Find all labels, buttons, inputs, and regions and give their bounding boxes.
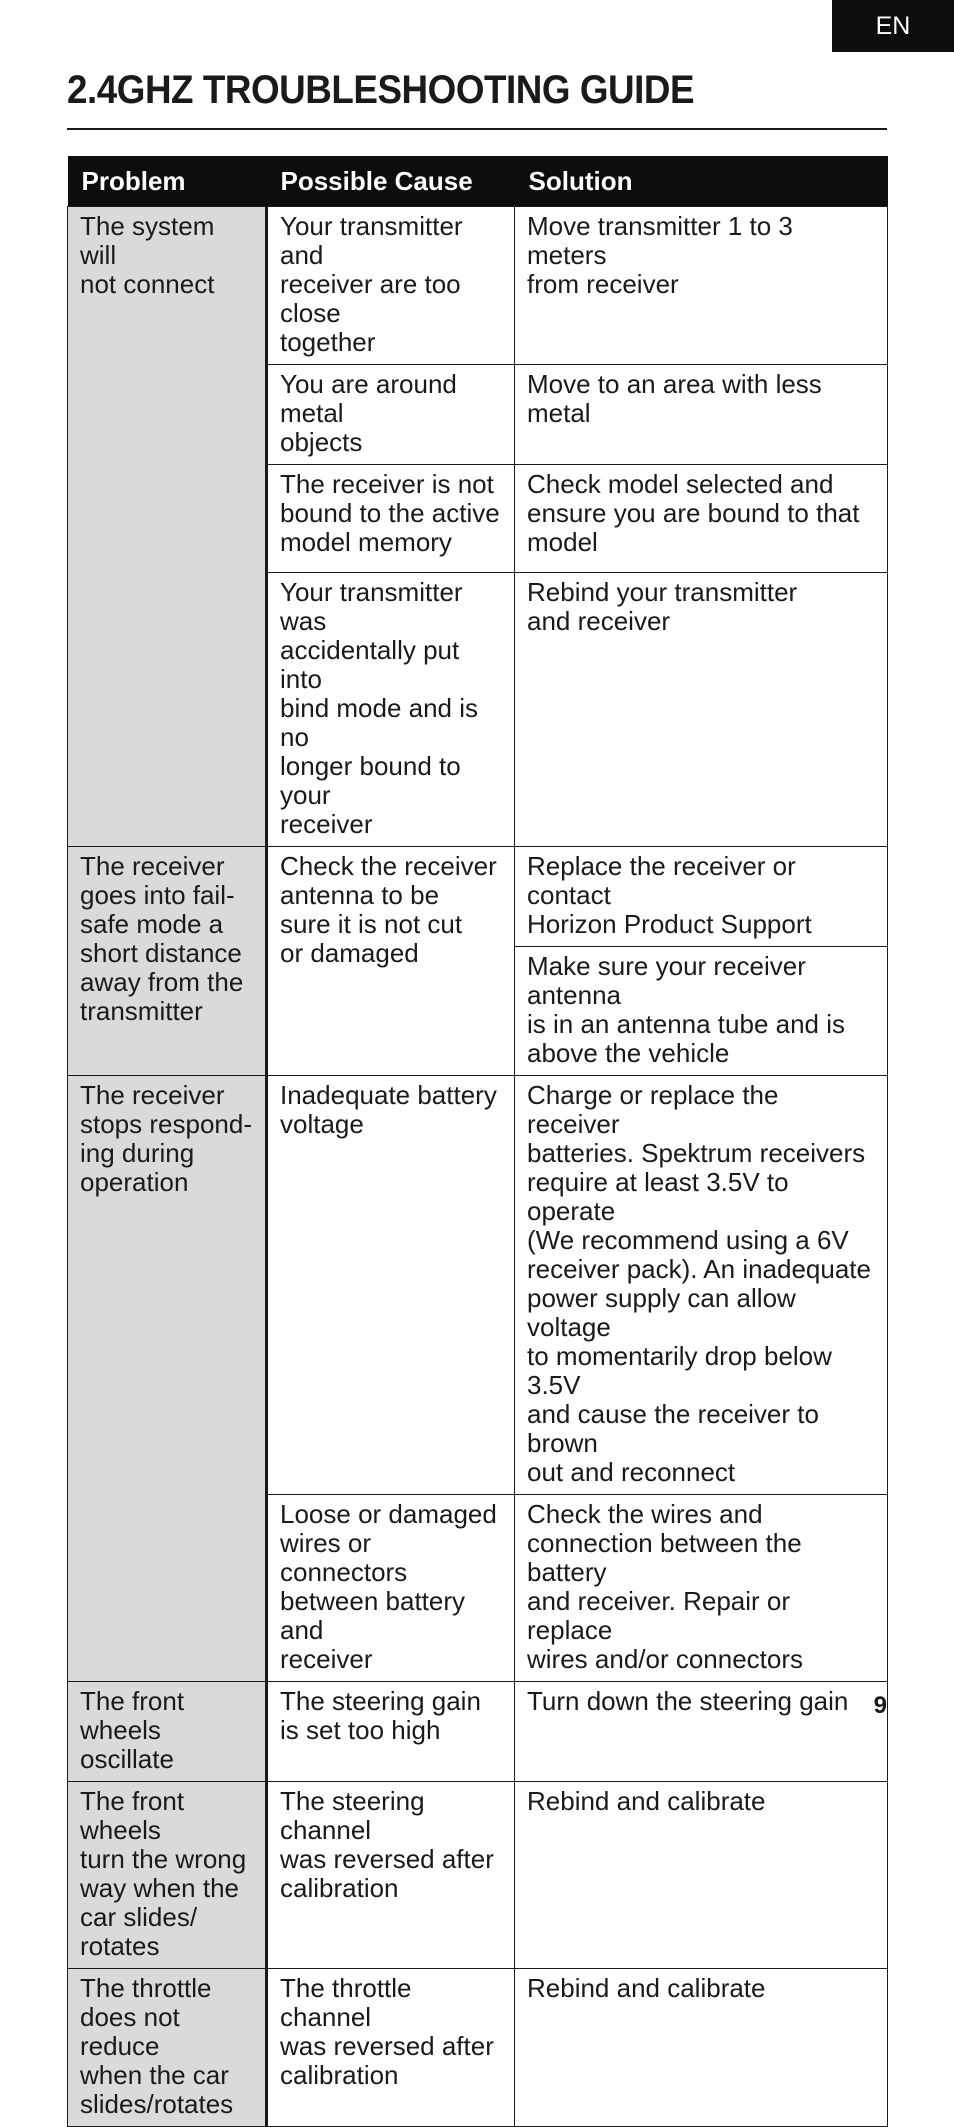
solution-text: Check the wires and connection between the battery and receiver. Repair or replace wires and/or connectors [527,1499,804,1674]
cause-cell [267,1969,515,2127]
cause-text: Inadequate battery voltage [280,1080,497,1139]
solution-cell [515,207,888,365]
solution-cell [515,947,888,1076]
problem-text: The front wheels turn the wrong way when the car slides/ rotates [80,1786,247,1961]
header-possible-cause: Possible Cause [267,156,515,207]
problem-cell [68,847,267,1076]
solution-cell [515,847,888,947]
cause-cell [267,465,515,573]
cause-text: Check the receiver antenna to be sure it is not cut or damaged [280,851,497,968]
cause-cell [267,365,515,465]
page-number: 9 [873,1692,887,1719]
solution-text: Rebind your transmitter and receiver [527,577,798,636]
header-problem: Problem [68,156,267,207]
table-row [68,1782,888,1969]
solution-text: Move transmitter 1 to 3 meters from receiver [527,211,793,299]
solution-cell [515,1076,888,1495]
problem-text: The receiver stops respond- ing during operation [80,1080,252,1197]
problem-cell [68,1782,267,1969]
solution-text: Rebind and calibrate [527,1786,766,1816]
solution-cell [515,465,888,573]
problem-text: The front wheels oscillate [80,1686,185,1774]
cause-text: The steering channel was reversed after calibration [280,1786,494,1903]
cause-text: The receiver is not bound to the active model memory [280,469,500,557]
cause-cell [267,1682,515,1782]
problem-cell [68,1076,267,1682]
cause-text: Your transmitter was accidentally put into bind mode and is no longer bound to your receiver [280,577,479,839]
table-row [68,207,888,365]
solution-cell [515,1969,888,2127]
table-row [68,1682,888,1782]
cause-text: The steering gain is set too high [280,1686,481,1745]
cause-cell [267,573,515,847]
solution-cell [515,1495,888,1682]
solution-cell [515,1782,888,1969]
solution-cell [515,365,888,465]
solution-text: Make sure your receiver antenna is in an antenna tube and is above the vehicle [527,951,846,1068]
solution-text: Turn down the steering gain [527,1686,849,1716]
table-row [68,847,888,947]
troubleshooting-table [67,156,888,2127]
problem-cell [68,1682,267,1782]
title-divider [67,128,887,130]
cause-text: Your transmitter and receiver are too close together [280,211,463,357]
table-header-row [68,156,888,207]
solution-cell [515,573,888,847]
problem-cell [68,1969,267,2127]
table-body [68,207,888,2127]
problem-cell [68,207,267,847]
cause-cell [267,1495,515,1682]
language-tab: EN [832,0,954,52]
page-title: 2.4GHZ TROUBLESHOOTING GUIDE [67,68,695,112]
solution-cell [515,1682,888,1782]
cause-cell [267,1782,515,1969]
solution-text: Check model selected and ensure you are bound to that model [527,469,860,557]
cause-cell [267,1076,515,1495]
problem-text: The system will not connect [80,211,215,299]
cause-text: Loose or damaged wires or connectors between battery and receiver [280,1499,497,1674]
solution-text: Rebind and calibrate [527,1973,766,2003]
cause-cell [267,207,515,365]
solution-text: Replace the receiver or contact Horizon Product Support [527,851,812,939]
table-row [68,1969,888,2127]
solution-text: Charge or replace the receiver batteries. Spektrum receivers require at least 3.5V to operate (We recommend using a 6V receiver pack). An inadequate power supply can allow voltage to momentarily drop below 3.5V and cause the receiver to brown out and reconnect [527,1080,871,1487]
cause-text: You are around metal objects [280,369,457,457]
table-row [68,1076,888,1495]
header-solution: Solution [515,156,888,207]
cause-text: The throttle channel was reversed after calibration [280,1973,494,2090]
solution-text: Move to an area with less metal [527,369,822,428]
problem-text: The throttle does not reduce when the car slides/rotates [80,1973,234,2119]
problem-text: The receiver goes into fail- safe mode a short distance away from the transmitter [80,851,244,1026]
cause-cell [267,847,515,1076]
